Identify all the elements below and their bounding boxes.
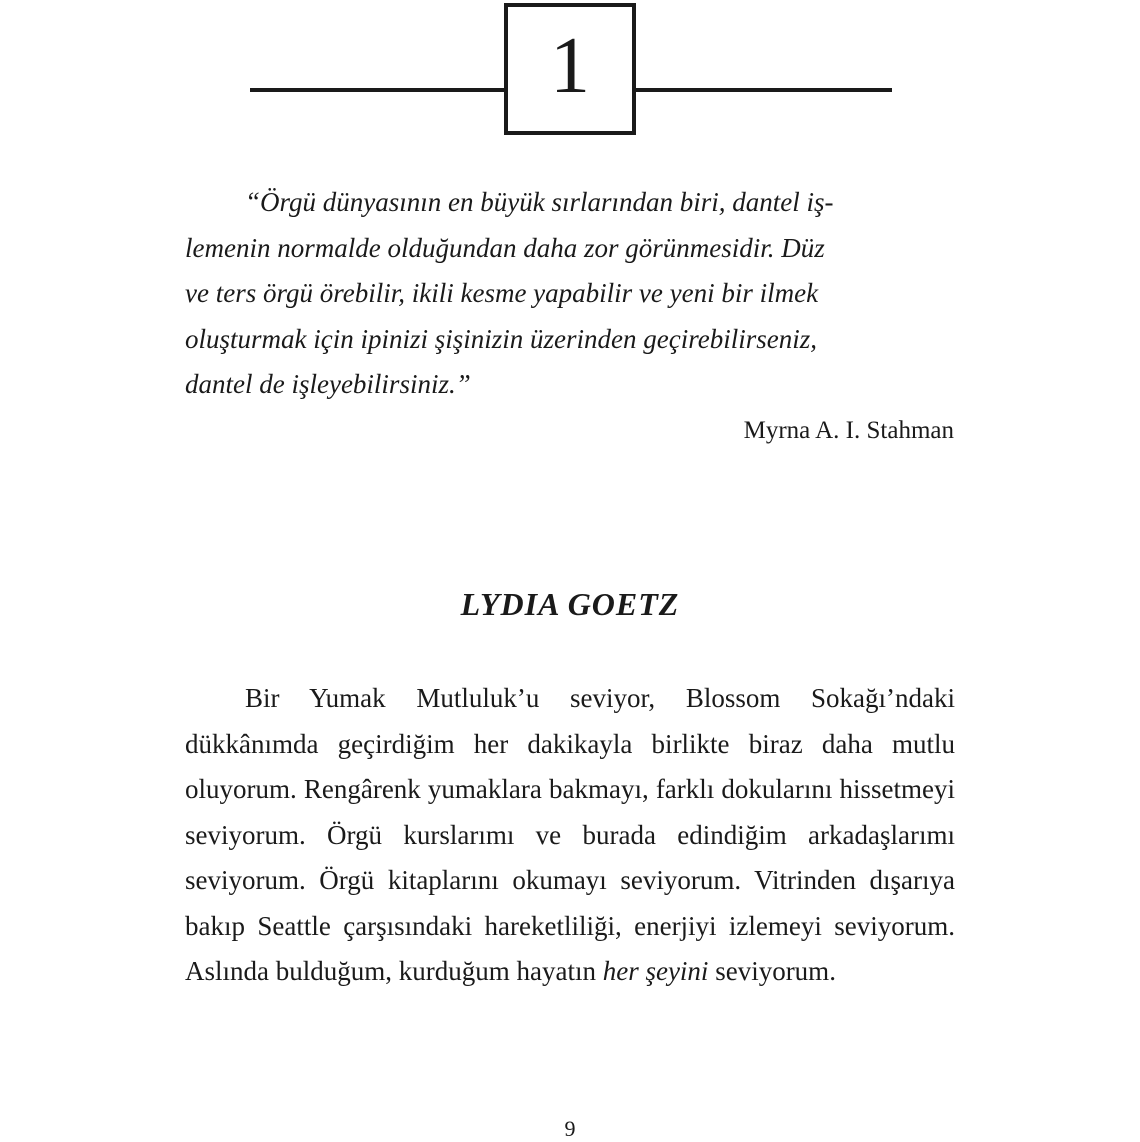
body-text-start: Bir Yumak Mutluluk’u seviyor, Blossom Sokağı’ndaki dükkânımda geçirdiğim her dakikayla birlikte biraz daha mutlu oluyorum. Rengârenk yumaklara bakmayı, farklı dokularını hissetmeyi seviyorum. Örgü kurslarımı ve burada edindiğim arkadaşlarımı seviyorum. Örgü kitaplarını okumayı seviyorum. Vitrinden dışarıya bakıp Seattle çarşısındaki hareketliliği, enerjiyi izlemeyi seviyorum. Aslında bulduğum, kurduğum hayatın xyxy=(185,683,955,986)
chapter-number-box xyxy=(504,3,636,135)
page-number: 9 xyxy=(564,1116,576,1141)
body-text-end: seviyorum. xyxy=(708,956,836,986)
chapter-rule-left xyxy=(250,88,506,92)
epigraph-line: “Örgü dünyasının en büyük sırlarından biri, dantel iş- xyxy=(245,187,834,217)
chapter-number: 1 xyxy=(550,22,590,110)
body-paragraph xyxy=(185,676,955,995)
body-emphasis: her şeyini xyxy=(602,956,709,986)
section-title: LYDIA GOETZ xyxy=(460,586,680,622)
epigraph-attribution: Myrna A. I. Stahman xyxy=(743,417,954,444)
epigraph-line: oluşturmak için ipinizi şişinizin üzerinden geçirebilirseniz, xyxy=(185,323,817,354)
epigraph-line: ve ters örgü örebilir, ikili kesme yapabilir ve yeni bir ilmek xyxy=(185,278,819,308)
epigraph-line: lemenin normalde olduğundan daha zor görünmesidir. Düz xyxy=(185,232,825,263)
chapter-rule-right xyxy=(634,88,892,92)
epigraph-line: dantel de işleyebilirsiniz.” xyxy=(185,369,471,399)
epigraph-quote xyxy=(185,180,955,408)
